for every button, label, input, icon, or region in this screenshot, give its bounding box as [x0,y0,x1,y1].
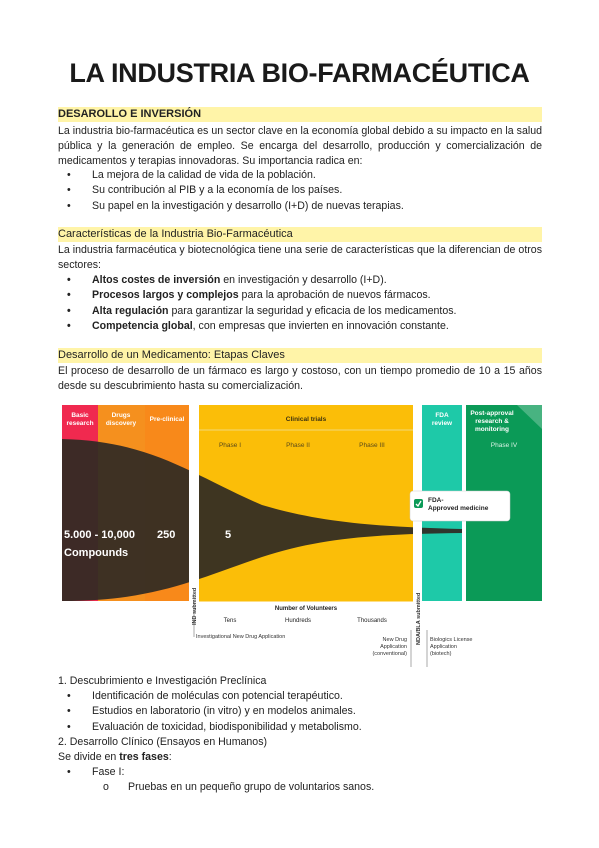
list-item: • La mejora de la calidad de vida de la población. [58,168,404,183]
count-preclinical: 250 [157,529,176,541]
list-item: • Su papel en la investigación y desarrollo (I+D) de nuevas terapias. [58,199,404,214]
label-fda-review: FDA review [431,412,453,427]
label-phase-1: Phase I [218,442,242,449]
list-item: • Fase I: [58,765,124,780]
label-phase-2: Phase II [286,442,310,449]
label-ind-submitted: IND submitted [192,587,198,625]
label-compounds: Compounds [64,547,129,559]
list-item: • Alta regulación para garantizar la seguridad y eficacia de los medicamentos. [58,304,456,319]
label-fda-approval: FDA approval [459,609,465,645]
list-item: • Evaluación de toxicidad, biodisponibilidad y metabolismo. [58,720,362,735]
label-phase-3: Phase III [359,442,385,449]
count-clinical: 5 [225,529,232,541]
label-clinical-trials: Clinical trials [285,416,327,423]
section-paragraph: La industria bio-farmacéutica es un sector clave en la economía global debido a su impacto en la salud pública y la generación de empleo. Se encarga del desarrollo, producción y comercialización de medicamentos y terapias innovadoras. Su importancia radica en: [58,125,542,167]
section-heading-desarrollo: DESAROLLO E INVERSIÓN [58,108,202,120]
list-item: • Su contribución al PIB y a la economía de los países. [58,183,404,198]
sub-list-fase1 [58,781,374,793]
bullet-list-preclinica [58,689,362,735]
label-drug-discovery: Drugs discovery [105,412,137,427]
list-item: • Procesos largos y complejos para la aprobación de nuevos fármacos. [58,288,456,303]
section-heading-caracteristicas: Características de la Industria Bio-Farmacéutica [58,228,293,240]
note-nda: New Drug Application (conventional) [372,637,407,657]
label-nda-submitted: NDA/BLA submitted [416,592,422,645]
section-paragraph: El proceso de desarrollo de un fármaco es largo y costoso, con un tiempo promedio de 10 a 15 años desde su descubrimiento hasta su comercialización. [58,365,542,392]
label-post-approval: Post-approval research & monitoring [470,410,514,433]
label-phase-4: Phase IV [490,442,518,449]
count-compounds: 5.000 - 10,000 [64,529,135,541]
keyword: Altos costes de inversión [92,274,221,286]
list-item: o Pruebas en un pequeño grupo de voluntarios sanos. [58,781,374,793]
label-approved-medicine: FDA-Approved medicine [428,497,489,512]
drug-development-diagram [62,405,542,667]
bullet-list-importancia [58,168,404,214]
list-item: • Altos costes de inversión en investigación y desarrollo (I+D). [58,273,456,288]
label-number-volunteers: Number of Volunteers [274,606,338,612]
label-basic-research: Basic research [66,412,94,427]
list-item-1: 1. Descubrimiento e Investigación Preclínica [58,675,267,687]
divide-text: Se divide en tres fases: [58,751,172,763]
keyword: Alta regulación [92,304,169,317]
note-bla: Biologics License Application (biotech) [430,637,473,657]
list-item: • Competencia global, con empresas que invierten en innovación constante. [58,319,456,334]
list-item: • Estudios en laboratorio (in vitro) y en modelos animales. [58,704,362,719]
bullet-list-fases [58,765,124,780]
bullet-list-caracteristicas [58,273,456,334]
keyword: Procesos largos y complejos [92,289,239,302]
list-item: • Identificación de moléculas con potencial terapéutico. [58,689,362,704]
label-preclinical: Pre-clinical [149,416,185,423]
label-hundreds: Hundreds [284,618,312,624]
section-heading-desarrollo-medicamento: Desarrollo de un Medicamento: Etapas Claves [58,349,285,361]
label-thousands: Thousands [357,618,387,624]
section-paragraph: La industria farmacéutica y biotecnológica tiene una serie de características que la diferencian de otros sectores: [58,244,542,271]
list-item-2: 2. Desarrollo Clínico (Ensayos en Humanos) [58,736,268,748]
page-title: LA INDUSTRIA BIO-FARMACÉUTICA [69,58,530,88]
note-ind: Investigational New Drug Application [196,634,286,640]
keyword: Competencia global [92,319,193,332]
label-tens: Tens [223,618,237,624]
